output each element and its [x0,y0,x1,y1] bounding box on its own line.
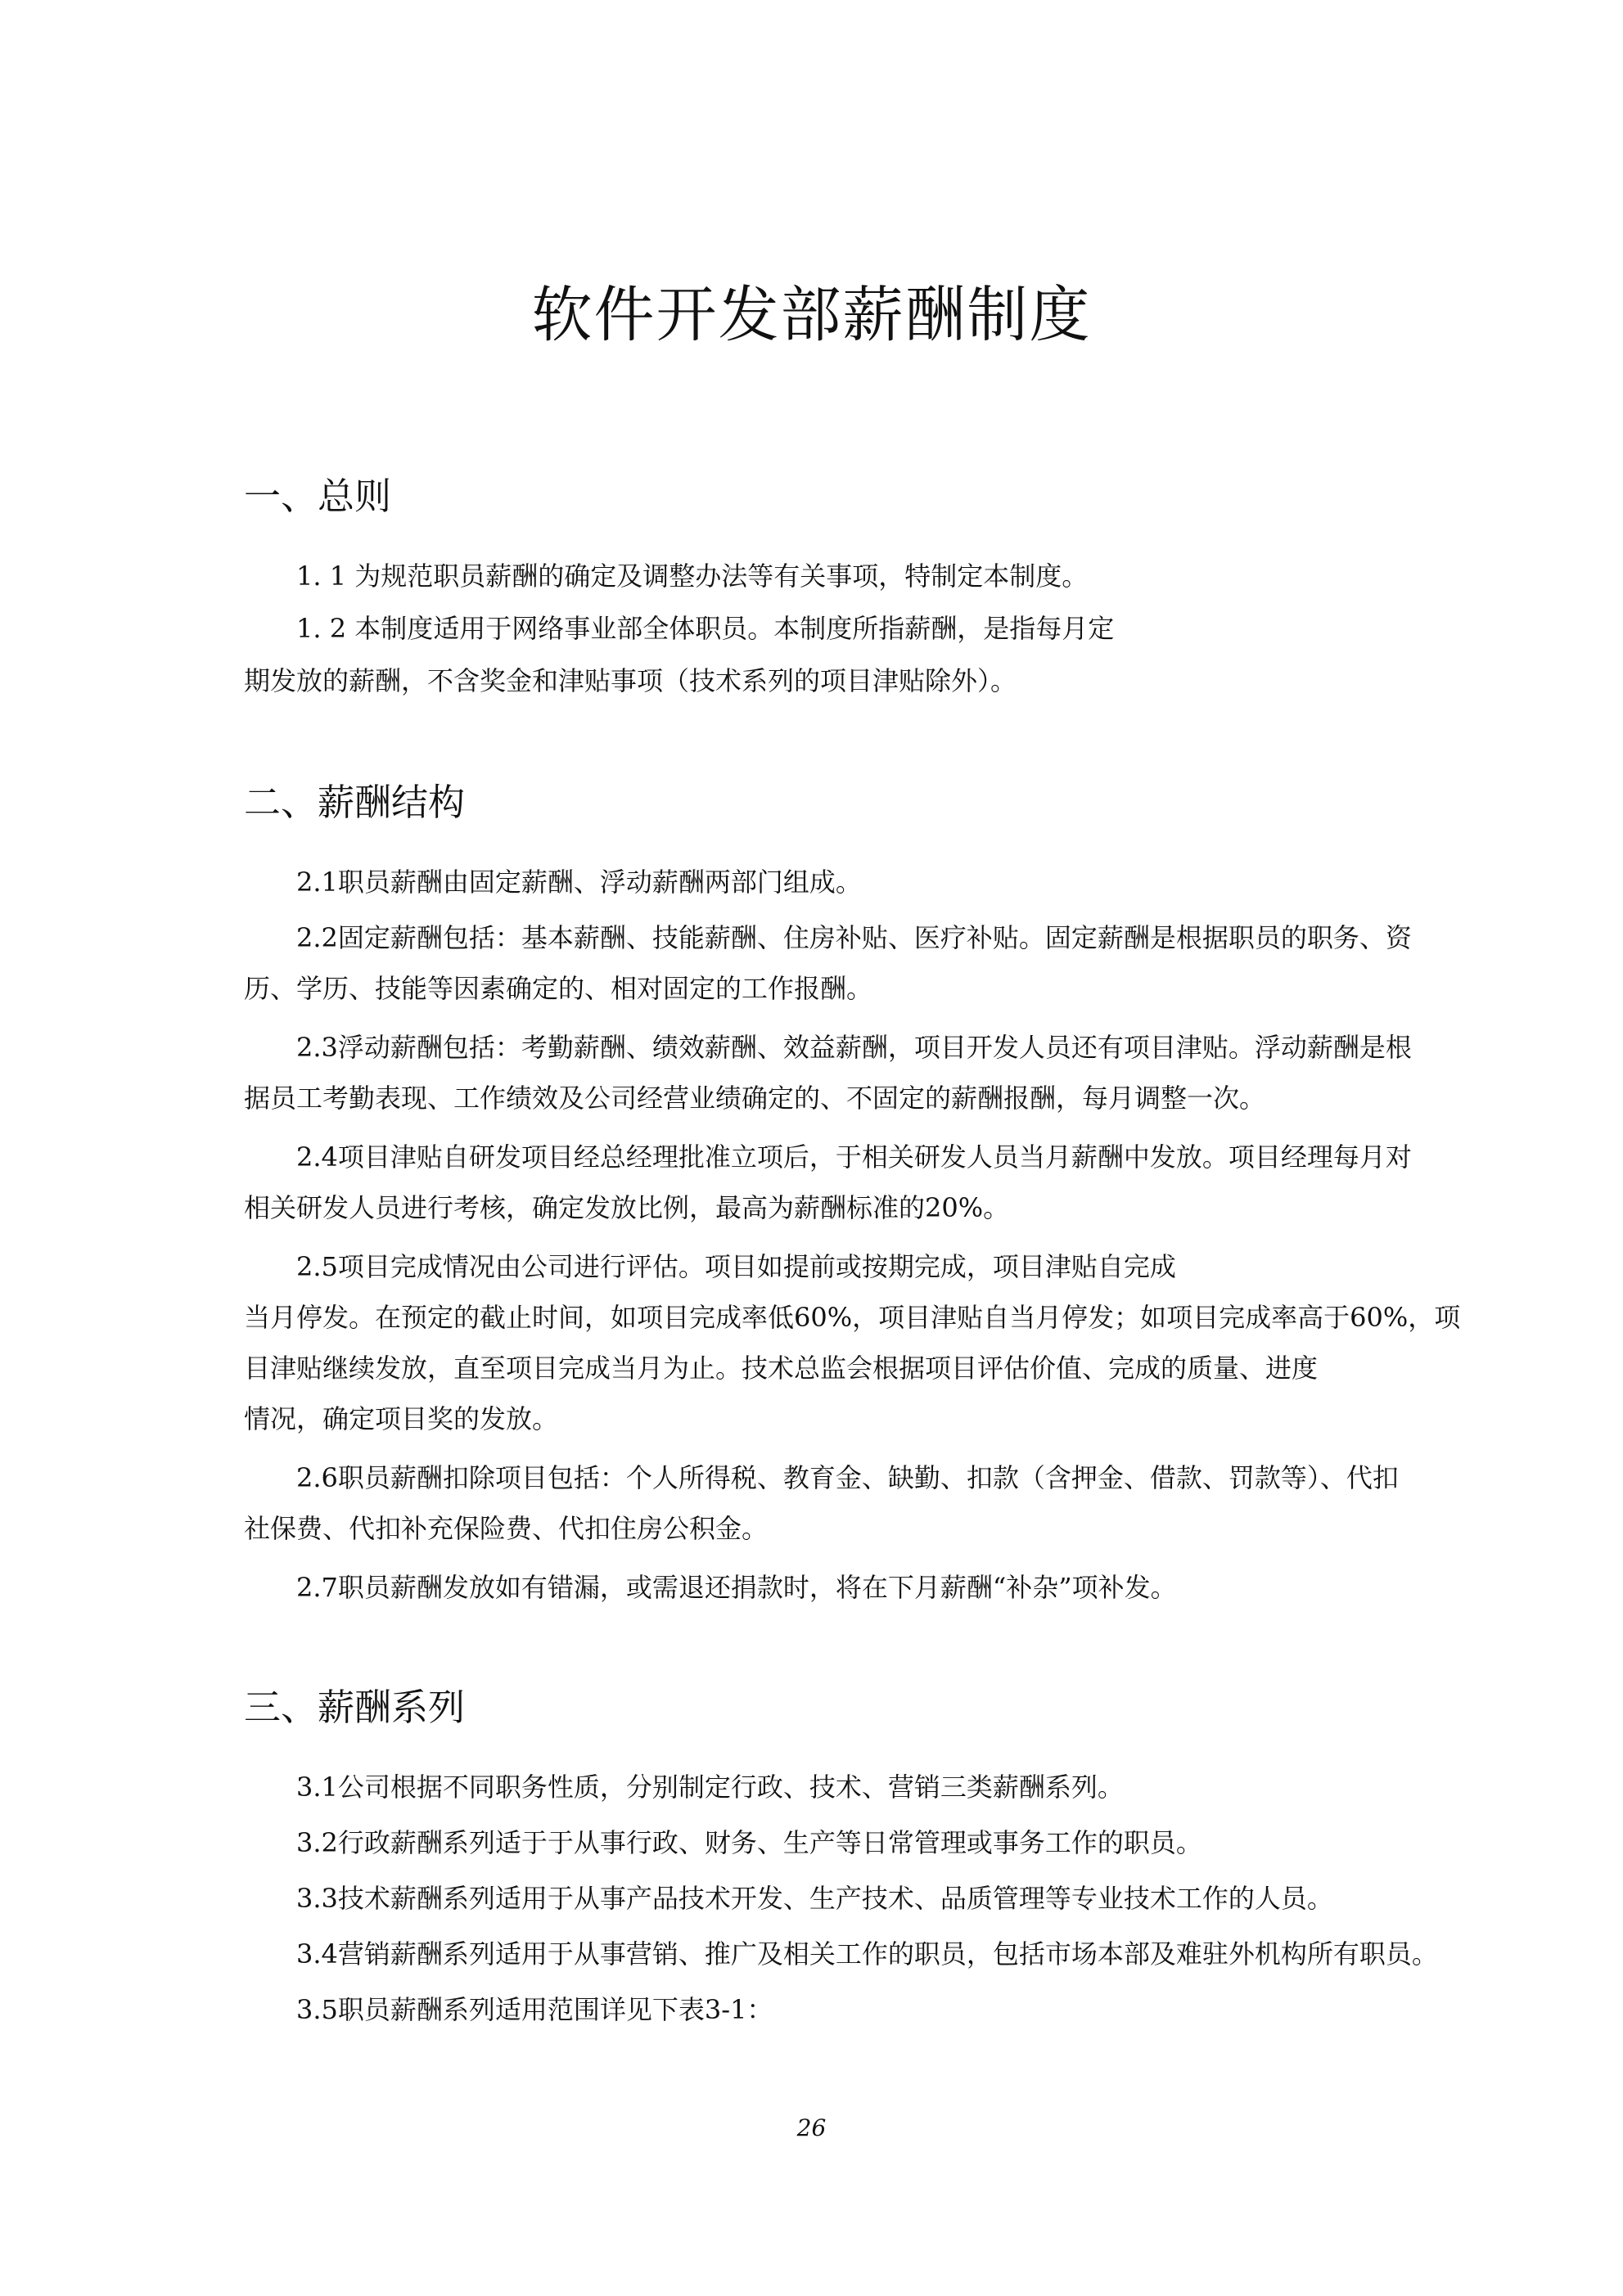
paragraph-line: 2.6职员薪酬扣除项目包括：个人所得税、教育金、缺勤、扣款（含押金、借款、罚款等）、代扣 [296,1462,1399,1493]
paragraph-line: 据员工考勤表现、工作绩效及公司经营业绩确定的、不固定的薪酬报酬，每月调整一次。 [244,1083,1266,1114]
paragraph-line: 历、学历、技能等因素确定的、相对固定的工作报酬。 [244,973,873,1004]
paragraph-line: 2.4项目津贴自研发项目经总经理批准立项后，于相关研发人员当月薪酬中发放。项目经理每月对 [296,1141,1412,1173]
paragraph-line: 社保费、代扣补充保险费、代扣住房公积金。 [244,1513,769,1544]
paragraph-line: 目津贴继续发放，直至项目完成当月为止。技术总监会根据项目评估价值、完成的质量、进度 [244,1353,1319,1384]
paragraph-line: 情况，确定项目奖的发放。 [244,1403,559,1434]
paragraph-line: 3.5职员薪酬系列适用范围详见下表3-1： [296,1994,773,2025]
paragraph-line: 2.1职员薪酬由固定薪酬、浮动薪酬两部门组成。 [296,867,862,898]
section-heading-general: 一、总则 [244,475,392,518]
paragraph-line: 3.4营销薪酬系列适用于从事营销、推广及相关工作的职员，包括市场本部及难驻外机构所有职员。 [296,1938,1438,1970]
paragraph-line: 2.7职员薪酬发放如有错漏，或需退还捐款时，将在下月薪酬“补杂”项补发。 [296,1572,1177,1603]
page-number: 26 [796,2114,827,2141]
paragraph-line: 相关研发人员进行考核，确定发放比例，最高为薪酬标准的20%。 [244,1192,1010,1223]
document-title: 软件开发部薪酬制度 [531,280,1092,350]
paragraph-line: 3.3技术薪酬系列适用于从事产品技术开发、生产技术、品质管理等专业技术工作的人员。 [296,1883,1333,1914]
paragraph-line: 2.2固定薪酬包括：基本薪酬、技能薪酬、住房补贴、医疗补贴。固定薪酬是根据职员的职务、资 [296,922,1412,953]
section-heading-salary-structure: 二、薪酬结构 [244,781,466,824]
paragraph-line: 当月停发。在预定的截止时间，如项目完成率低60%，项目津贴自当月停发；如项目完成率高于60%，项 [244,1302,1461,1333]
paragraph-line: 3.1公司根据不同职务性质，分别制定行政、技术、营销三类薪酬系列。 [296,1772,1124,1803]
paragraph-line: 1. 1 为规范职员薪酬的确定及调整办法等有关事项，特制定本制度。 [296,560,1089,592]
paragraph-line: 期发放的薪酬，不含奖金和津贴事项（技术系列的项目津贴除外）。 [244,665,1017,696]
paragraph-line: 1. 2 本制度适用于网络事业部全体职员。本制度所指薪酬，是指每月定 [296,613,1115,644]
paragraph-line: 2.3浮动薪酬包括：考勤薪酬、绩效薪酬、效益薪酬，项目开发人员还有项目津贴。浮动薪酬是根 [296,1032,1412,1063]
paragraph-line: 3.2行政薪酬系列适于于从事行政、财务、生产等日常管理或事务工作的职员。 [296,1827,1202,1858]
section-heading-salary-series: 三、薪酬系列 [244,1686,466,1729]
paragraph-line: 2.5项目完成情况由公司进行评估。项目如提前或按期完成，项目津贴自完成 [296,1251,1176,1282]
